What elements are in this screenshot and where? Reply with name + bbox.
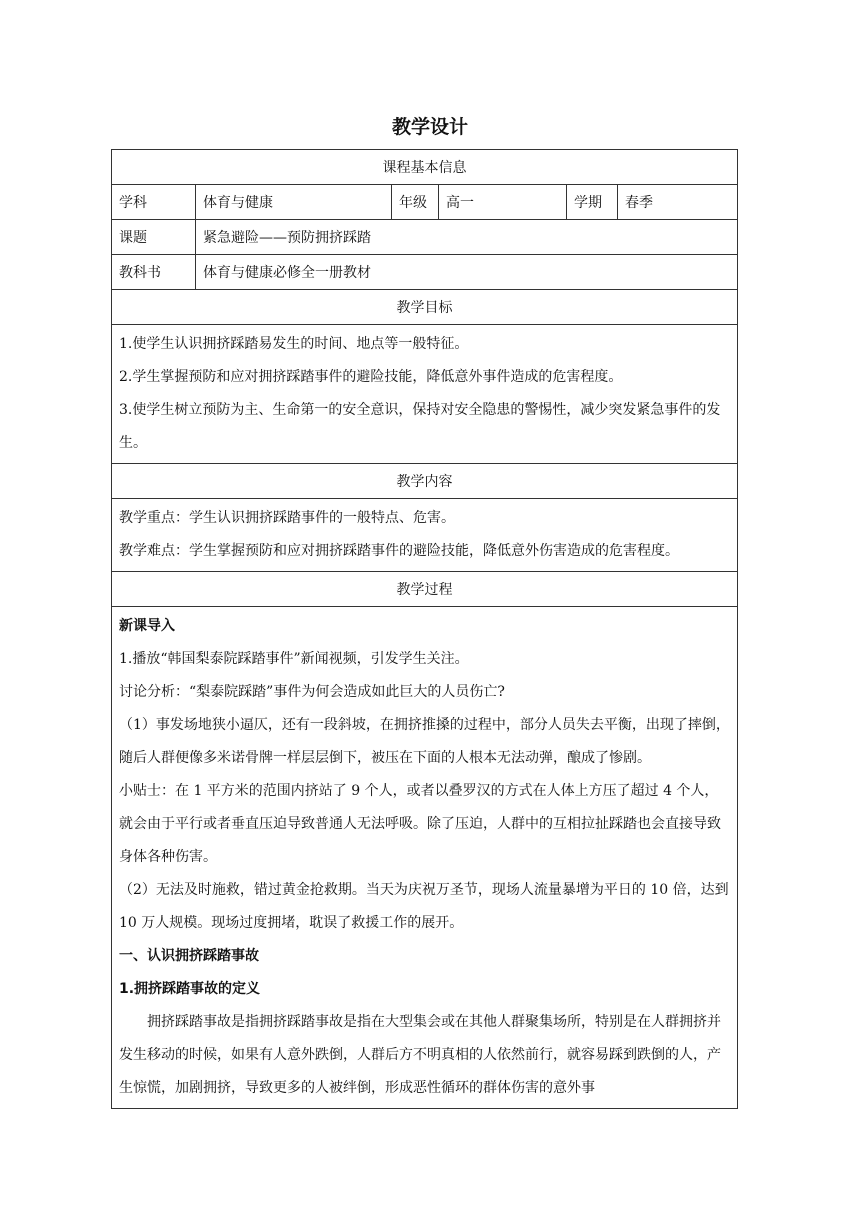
process-header-row (112, 572, 738, 607)
content-cell (112, 499, 738, 572)
lesson-plan-table (111, 149, 738, 1109)
objective-item: 2.学生掌握预防和应对拥挤踩踏事件的避险技能，降低意外事件造成的危害程度。 (119, 369, 623, 385)
intro-heading: 新课导入 (119, 618, 175, 634)
topic-value: 紧急避险——预防拥挤踩踏 (196, 220, 738, 255)
objectives-row (112, 325, 738, 464)
content-row (112, 499, 738, 572)
objectives-header: 教学目标 (112, 290, 738, 325)
difficult-point: 教学难点：学生掌握预防和应对拥挤踩踏事件的避险技能，降低意外伤害造成的危害程度。 (119, 543, 679, 559)
objective-item: 1.使学生认识拥挤踩踏易发生的时间、地点等一般特征。 (119, 336, 469, 352)
process-paragraph: 讨论分析：“梨泰院踩踏”事件为何会造成如此巨大的人员伤亡? (119, 684, 505, 700)
process-cell (112, 607, 738, 1109)
content-header-row (112, 464, 738, 499)
subject-value: 体育与健康 (196, 185, 392, 220)
process-paragraph: （2）无法及时施救，错过黄金抢救期。当天为庆祝万圣节，现场人流量暴增为平日的 10 倍，达到 10 万人规模。现场过度拥堵，耽误了救援工作的展开。 (119, 882, 729, 931)
objectives-cell (112, 325, 738, 464)
process-header: 教学过程 (112, 572, 738, 607)
textbook-label: 教科书 (112, 255, 196, 290)
content-header: 教学内容 (112, 464, 738, 499)
topic-row (112, 220, 738, 255)
objective-item: 3.使学生树立预防为主、生命第一的安全意识，保持对安全隐患的警惕性，减少突发紧急事件的发生。 (119, 402, 721, 451)
section-heading: 一、认识拥挤踩踏事故 (119, 948, 259, 964)
process-paragraph: 小贴士：在 1 平方米的范围内挤站了 9 个人，或者以叠罗汉的方式在人体上方压了超过 4 个人，就会由于平行或者垂直压迫导致普通人无法呼吸。除了压迫，人群中的互相拉扯踩踏也会直接导致身体各种伤害。 (119, 783, 721, 865)
subject-row (112, 185, 738, 220)
key-point: 教学重点：学生认识拥挤踩踏事件的一般特点、危害。 (119, 510, 455, 526)
textbook-value: 体育与健康必修全一册教材 (196, 255, 738, 290)
term-value: 春季 (618, 185, 738, 220)
grade-label: 年级 (392, 185, 439, 220)
basic-info-header-row (112, 150, 738, 185)
subsection-heading: 1.拥挤踩踏事故的定义 (119, 981, 261, 997)
document-title: 教学设计 (391, 116, 468, 138)
grade-value: 高一 (439, 185, 567, 220)
textbook-row (112, 255, 738, 290)
topic-label: 课题 (112, 220, 196, 255)
process-row (112, 607, 738, 1109)
process-paragraph: 拥挤踩踏事故是指拥挤踩踏事故是指在大型集会或在其他人群聚集场所，特别是在人群拥挤并发生移动的时候，如果有人意外跌倒，人群后方不明真相的人依然前行，就容易踩到跌倒的人，产生惊慌，加剧拥挤，导致更多的人被绊倒，形成恶性循环的群体伤害的意外事 (119, 1014, 721, 1096)
process-paragraph: （1）事发场地狭小逼仄，还有一段斜坡，在拥挤推搡的过程中，部分人员失去平衡，出现了摔倒，随后人群便像多米诺骨牌一样层层倒下，被压在下面的人根本无法动弹，酿成了惨剧。 (119, 717, 730, 766)
process-paragraph: 1.播放“韩国梨泰院踩踏事件”新闻视频，引发学生关注。 (119, 651, 469, 667)
term-label: 学期 (567, 185, 618, 220)
objectives-header-row (112, 290, 738, 325)
subject-label: 学科 (112, 185, 196, 220)
basic-info-header: 课程基本信息 (112, 150, 738, 185)
